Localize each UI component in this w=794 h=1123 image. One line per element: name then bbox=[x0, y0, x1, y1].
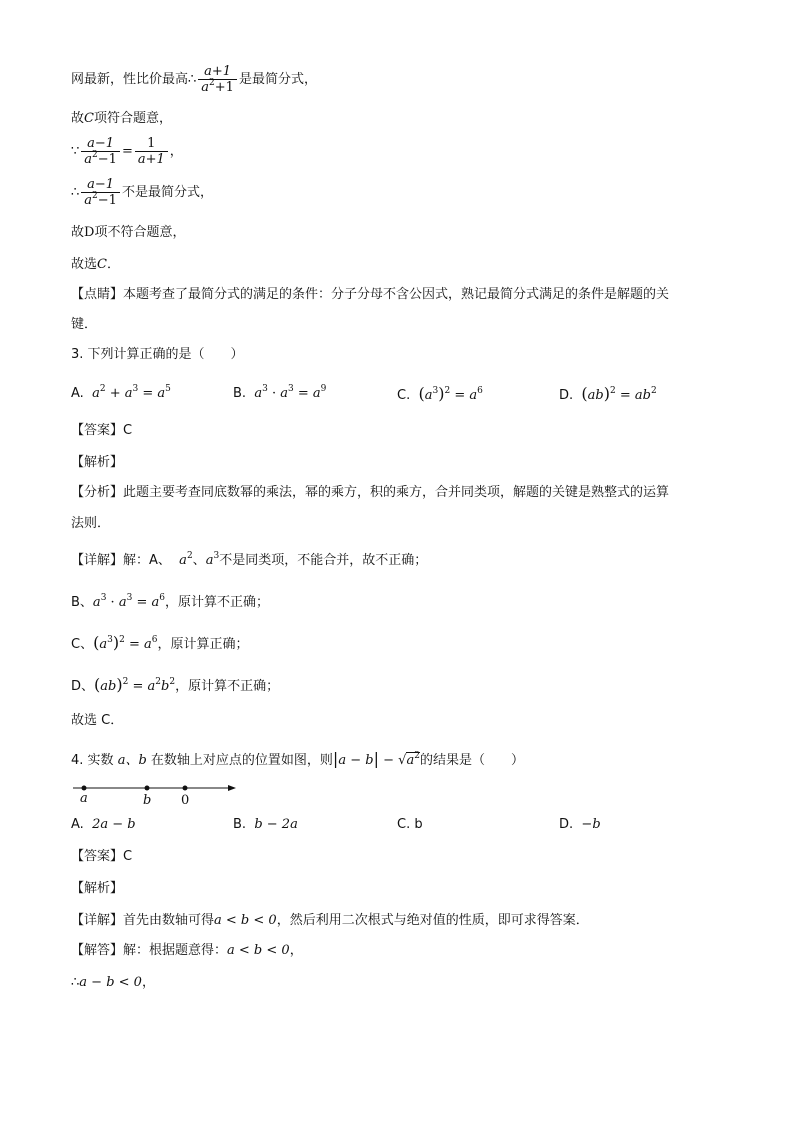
choose-line: 故选 C． bbox=[71, 713, 124, 728]
answer-label: 【答案】C bbox=[71, 849, 133, 864]
number-line-figure bbox=[71, 780, 251, 810]
option-a: A. 2a − b bbox=[71, 817, 136, 832]
xiangjie-line: 【详解】首先由数轴可得a < b < 0，然后利用二次根式与绝对值的性质，即可求得答案． bbox=[71, 913, 589, 928]
fraction: $\frac{a-1}{a^2-1}$ bbox=[81, 177, 120, 208]
point-b bbox=[145, 786, 150, 791]
axis-label-b: b bbox=[143, 793, 152, 808]
number-line bbox=[71, 780, 251, 810]
option-d: D. $(ab)^2 = ab^2$ bbox=[559, 384, 657, 403]
fraction-denominator: $a^2+1$ bbox=[201, 78, 234, 95]
line-6: 故选C． bbox=[71, 257, 120, 272]
solution-d: D、$(ab)^2 = a^2b^2$，原计算不正确； bbox=[71, 675, 280, 694]
solution-c: C、$(a^3)^2 = a^6$，原计算正确； bbox=[71, 633, 249, 652]
axis-label-a: a bbox=[80, 791, 88, 806]
fraction bbox=[198, 64, 237, 95]
answer-label: 【答案】C bbox=[71, 423, 133, 438]
dianjing-line: 【点睛】本题考查了最简分式的满足的条件：分子分母不含公因式，熟记最简分式满足的条件是解题的关 bbox=[71, 287, 670, 302]
fenxi-line: 【分析】此题主要考查同底数幂的乘法，幂的乘方，积的乘方，合并同类项，解题的关键是熟整式的运算 bbox=[71, 485, 670, 500]
jiexi-label: 【解析】 bbox=[71, 455, 124, 470]
dianjing-line-2: 键． bbox=[71, 317, 98, 332]
option-c: C. $(a^3)^2 = a^6$ bbox=[397, 384, 483, 403]
option-c: C. b bbox=[397, 817, 423, 832]
fraction: $\frac{1}{a+1}$ bbox=[135, 136, 168, 167]
conclusion-line: ∴a − b < 0， bbox=[71, 975, 155, 990]
question-4-options bbox=[71, 816, 731, 836]
solution-b: B、$a^3 \cdot a^3 = a^6$，原计算不正确； bbox=[71, 593, 270, 610]
fraction: $\frac{a-1}{a^2-1}$ bbox=[81, 136, 120, 167]
question-4: 4. 实数 a、b 在数轴上对应点的位置如图，则$|a - b| - √a^2$的结果是（ ） bbox=[71, 749, 524, 768]
fenxi-line-2: 法则． bbox=[71, 516, 111, 531]
jiexi-label: 【解析】 bbox=[71, 881, 124, 896]
option-b: B. $a^3 \cdot a^3 = a^9$ bbox=[233, 384, 327, 401]
line-4: ∴ $\frac{a-1}{a^2-1}$ 不是最简分式， bbox=[71, 177, 213, 208]
text: 是最简分式， bbox=[238, 72, 317, 87]
fraction-numerator: a+1 bbox=[198, 64, 237, 80]
axis-label-zero: 0 bbox=[181, 793, 190, 808]
line-3: ∵ $\frac{a-1}{a^2-1}$ = $\frac{1}{a+1}$ ， bbox=[71, 136, 183, 167]
option-a: A. $a^2 + a^3 = a^5$ bbox=[71, 384, 171, 401]
point-zero bbox=[183, 786, 188, 791]
line-1 bbox=[71, 64, 317, 95]
line-2: 故C项符合题意， bbox=[71, 111, 172, 126]
line-5: 故D项不符合题意， bbox=[71, 225, 186, 240]
option-b: B. b − 2a bbox=[233, 817, 298, 832]
jieda-line: 【解答】解：根据题意得：a < b < 0， bbox=[71, 943, 303, 958]
xiangjie-line: 【详解】解：A、 $a^2$、$a^3$不是同类项，不能合并，故不正确； bbox=[71, 551, 428, 568]
question-3-options bbox=[71, 385, 731, 405]
text: 网最新，性比价最高∴ bbox=[71, 72, 197, 87]
question-3: 3. 下列计算正确的是（ ） bbox=[71, 347, 244, 362]
option-d: D. −b bbox=[559, 817, 601, 832]
